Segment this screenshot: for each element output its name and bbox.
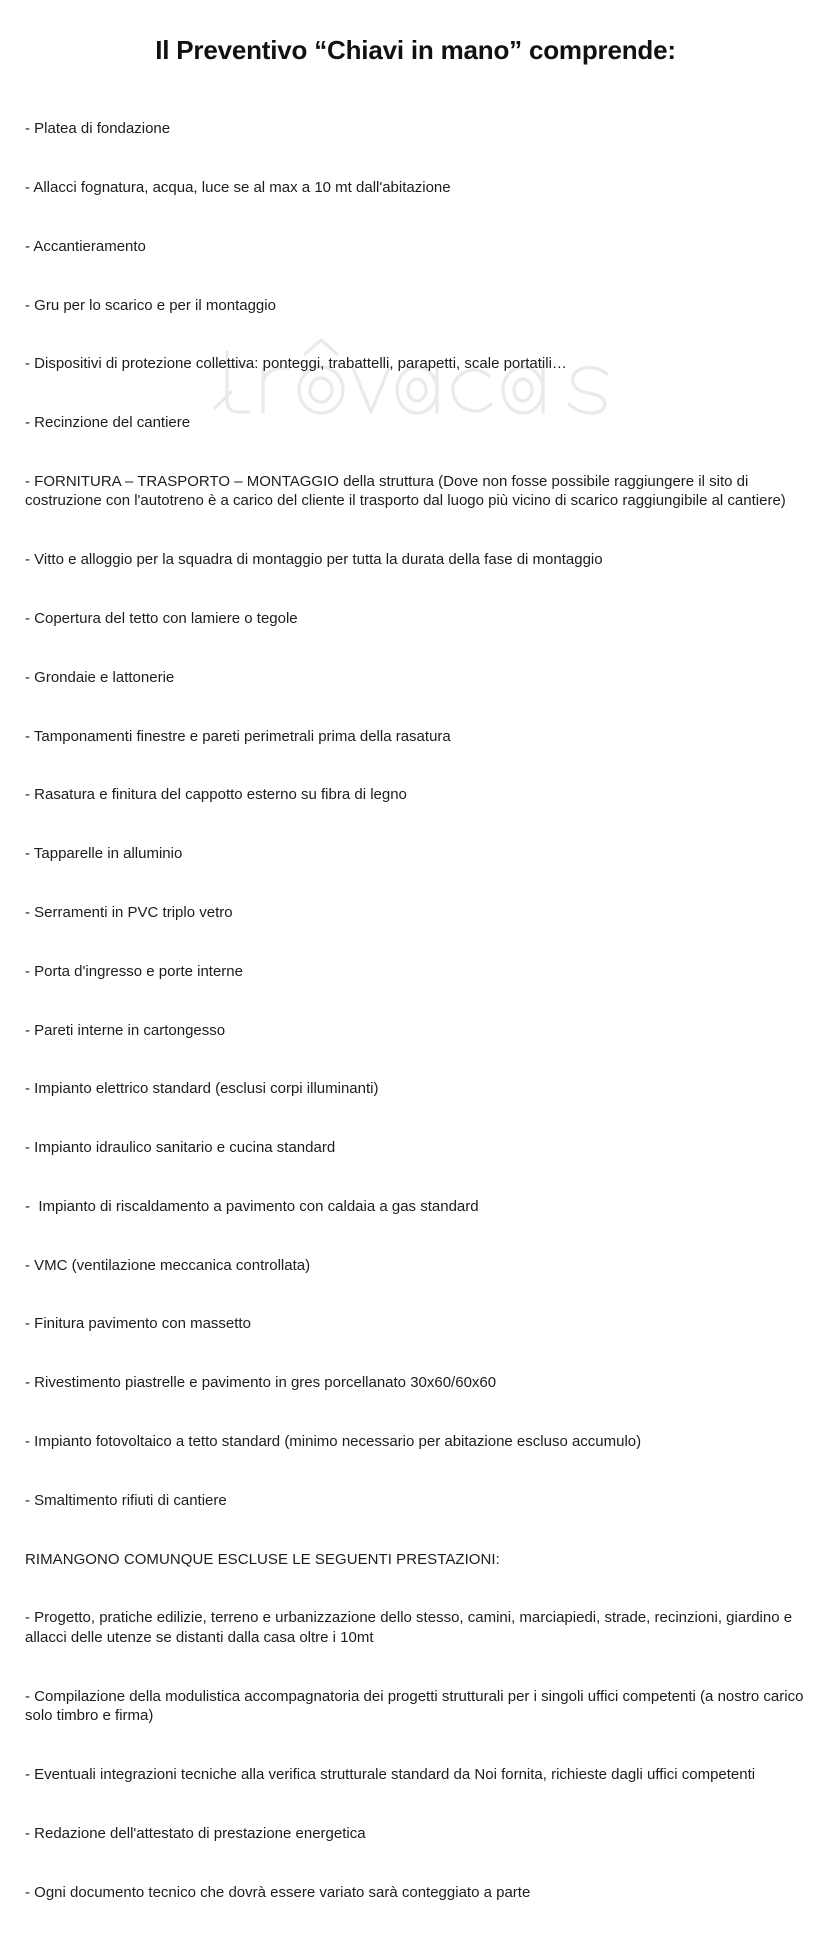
list-item: - Progetto, pratiche edilizie, terreno e urbanizzazione dello stesso, camini, marciapiedi, strade, recinzioni, giardino e allacci delle utenze se distanti dalla casa oltre i 10mt (25, 1609, 797, 1646)
list-item: - Eventuali integrazioni tecniche alla verifica strutturale standard da Noi fornita, richieste dagli uffici competenti (25, 1766, 756, 1784)
list-item: - Finitura pavimento con massetto (25, 1315, 251, 1333)
list-item: - Impianto fotovoltaico a tetto standard (minimo necessario per abitazione escluso accumulo) (25, 1432, 642, 1450)
list-item: - Accantieramento (25, 237, 146, 255)
list-item: - Ogni documento tecnico che dovrà essere variato sarà conteggiato a parte (25, 1883, 531, 1901)
list-item: - Tapparelle in alluminio (25, 845, 183, 863)
page-title: Il Preventivo “Chiavi in mano” comprende: (155, 35, 676, 66)
list-item: - Rasatura e finitura del cappotto esterno su fibra di legno (25, 786, 407, 804)
list-item: - Vitto e alloggio per la squadra di montaggio per tutta la durata della fase di montaggio (25, 551, 603, 569)
quote-inclusions-list (25, 80, 815, 1941)
list-item: - Copertura del tetto con lamiere o tegole (25, 610, 298, 628)
list-item: - Rivestimento piastrelle e pavimento in gres porcellanato 30x60/60x60 (25, 1374, 497, 1392)
list-item: - Recinzione del cantiere (25, 414, 191, 432)
list-item: - Pareti interne in cartongesso (25, 1021, 226, 1039)
list-item: - Serramenti in PVC triplo vetro (25, 903, 233, 921)
list-item: - FORNITURA – TRASPORTO – MONTAGGIO della struttura (Dove non fosse possibile raggiungere il sito di costruzione con l'autotreno è a carico del cliente il trasporto dal luogo più vicino di scarico raggiungibile al cantiere) (25, 472, 786, 510)
list-item: - Gru per lo scarico e per il montaggio (25, 296, 276, 314)
list-item: - Tamponamenti finestre e pareti perimetrali prima della rasatura (25, 727, 451, 745)
list-item: - Platea di fondazione (25, 120, 171, 138)
list-item: - Compilazione della modulistica accompagnatoria dei progetti strutturali per i singoli uffici competenti (a nostro carico solo timbro e firma) (25, 1687, 808, 1725)
list-item: - Redazione dell'attestato di prestazione energetica (25, 1824, 366, 1842)
list-item: - Impianto idraulico sanitario e cucina standard (25, 1139, 336, 1157)
exclusions-heading: RIMANGONO COMUNQUE ESCLUSE LE SEGUENTI PRESTAZIONI: (25, 1550, 500, 1568)
list-item: - Impianto di riscaldamento a pavimento con caldaia a gas standard (25, 1197, 479, 1215)
list-item: - Allacci fognatura, acqua, luce se al max a 10 mt dall'abitazione (25, 178, 451, 196)
list-item: - Grondaie e lattonerie (25, 668, 175, 686)
list-item: - Smaltimento rifiuti di cantiere (25, 1491, 227, 1509)
list-item: - Impianto elettrico standard (esclusi corpi illuminanti) (25, 1080, 379, 1098)
list-item: - VMC (ventilazione meccanica controllata) (25, 1256, 311, 1274)
list-item: - Dispositivi di protezione collettiva: ponteggi, trabattelli, parapetti, scale portatili… (25, 355, 567, 373)
list-item: - Porta d'ingresso e porte interne (25, 962, 243, 980)
